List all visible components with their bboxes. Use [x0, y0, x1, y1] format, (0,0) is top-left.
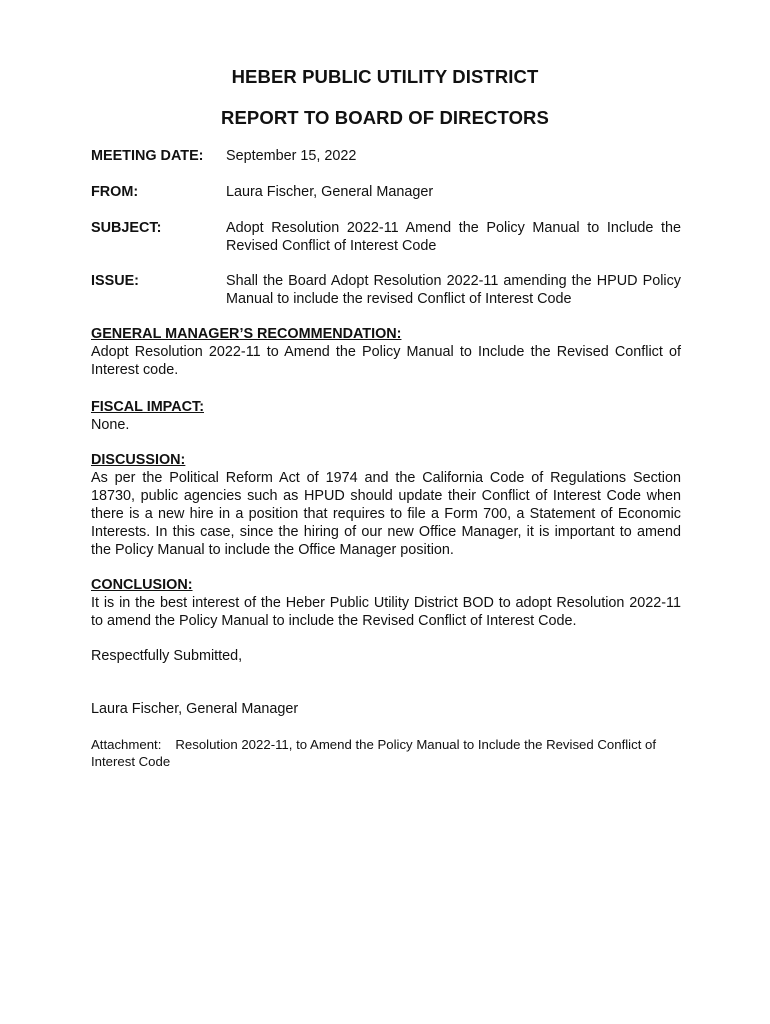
report-title: REPORT TO BOARD OF DIRECTORS: [221, 107, 549, 128]
discussion-section: [91, 451, 681, 559]
discussion-body: As per the Political Reform Act of 1974 and the California Code of Regulations Section 18730, public agencies such as HPUD should update their Conflict of Interest Code when there is a new hire in a position that requires to file a Form 700, a Statement of Economic Interests. In this case, since the hiring of our new Office Manager, it is important to amend the Policy Manual to include the Office Manager position.: [91, 470, 681, 558]
from-value: Laura Fischer, General Manager: [226, 184, 434, 200]
meeting-date-label: MEETING DATE:: [91, 148, 204, 164]
attachment-note: [91, 736, 681, 770]
subject-label: SUBJECT:: [91, 220, 162, 236]
conclusion-section: [91, 576, 681, 630]
recommendation-section: [91, 325, 681, 379]
attachment-text: Resolution 2022-11, to Amend the Policy Manual to Include the Revised Conflict of Interest Code: [91, 737, 657, 769]
fiscal-impact-heading: FISCAL IMPACT:: [91, 399, 204, 415]
signature-line: Laura Fischer, General Manager: [91, 701, 299, 717]
subject-value: Adopt Resolution 2022-11 Amend the Policy Manual to Include the Revised Conflict of Interest Code: [226, 220, 681, 254]
meeting-date-value: September 15, 2022: [226, 148, 357, 164]
issue-value: Shall the Board Adopt Resolution 2022-11 amending the HPUD Policy Manual to include the revised Conflict of Interest Code: [226, 273, 681, 307]
conclusion-body: It is in the best interest of the Heber Public Utility District BOD to adopt Resolution 2022-11 to amend the Policy Manual to include the Revised Conflict of Interest Code.: [91, 595, 681, 629]
recommendation-body: Adopt Resolution 2022-11 to Amend the Policy Manual to Include the Revised Conflict of Interest code.: [91, 344, 681, 378]
org-title: HEBER PUBLIC UTILITY DISTRICT: [231, 66, 539, 87]
from-label: FROM:: [91, 184, 139, 200]
respectfully-submitted: Respectfully Submitted,: [91, 648, 243, 664]
recommendation-heading: GENERAL MANAGER’S RECOMMENDATION:: [91, 326, 402, 342]
fiscal-impact-section: [91, 398, 681, 434]
attachment-label: Attachment:: [91, 737, 162, 752]
issue-label: ISSUE:: [91, 273, 139, 289]
fiscal-impact-body: None.: [91, 417, 130, 433]
discussion-heading: DISCUSSION:: [91, 452, 186, 468]
conclusion-heading: CONCLUSION:: [91, 577, 193, 593]
